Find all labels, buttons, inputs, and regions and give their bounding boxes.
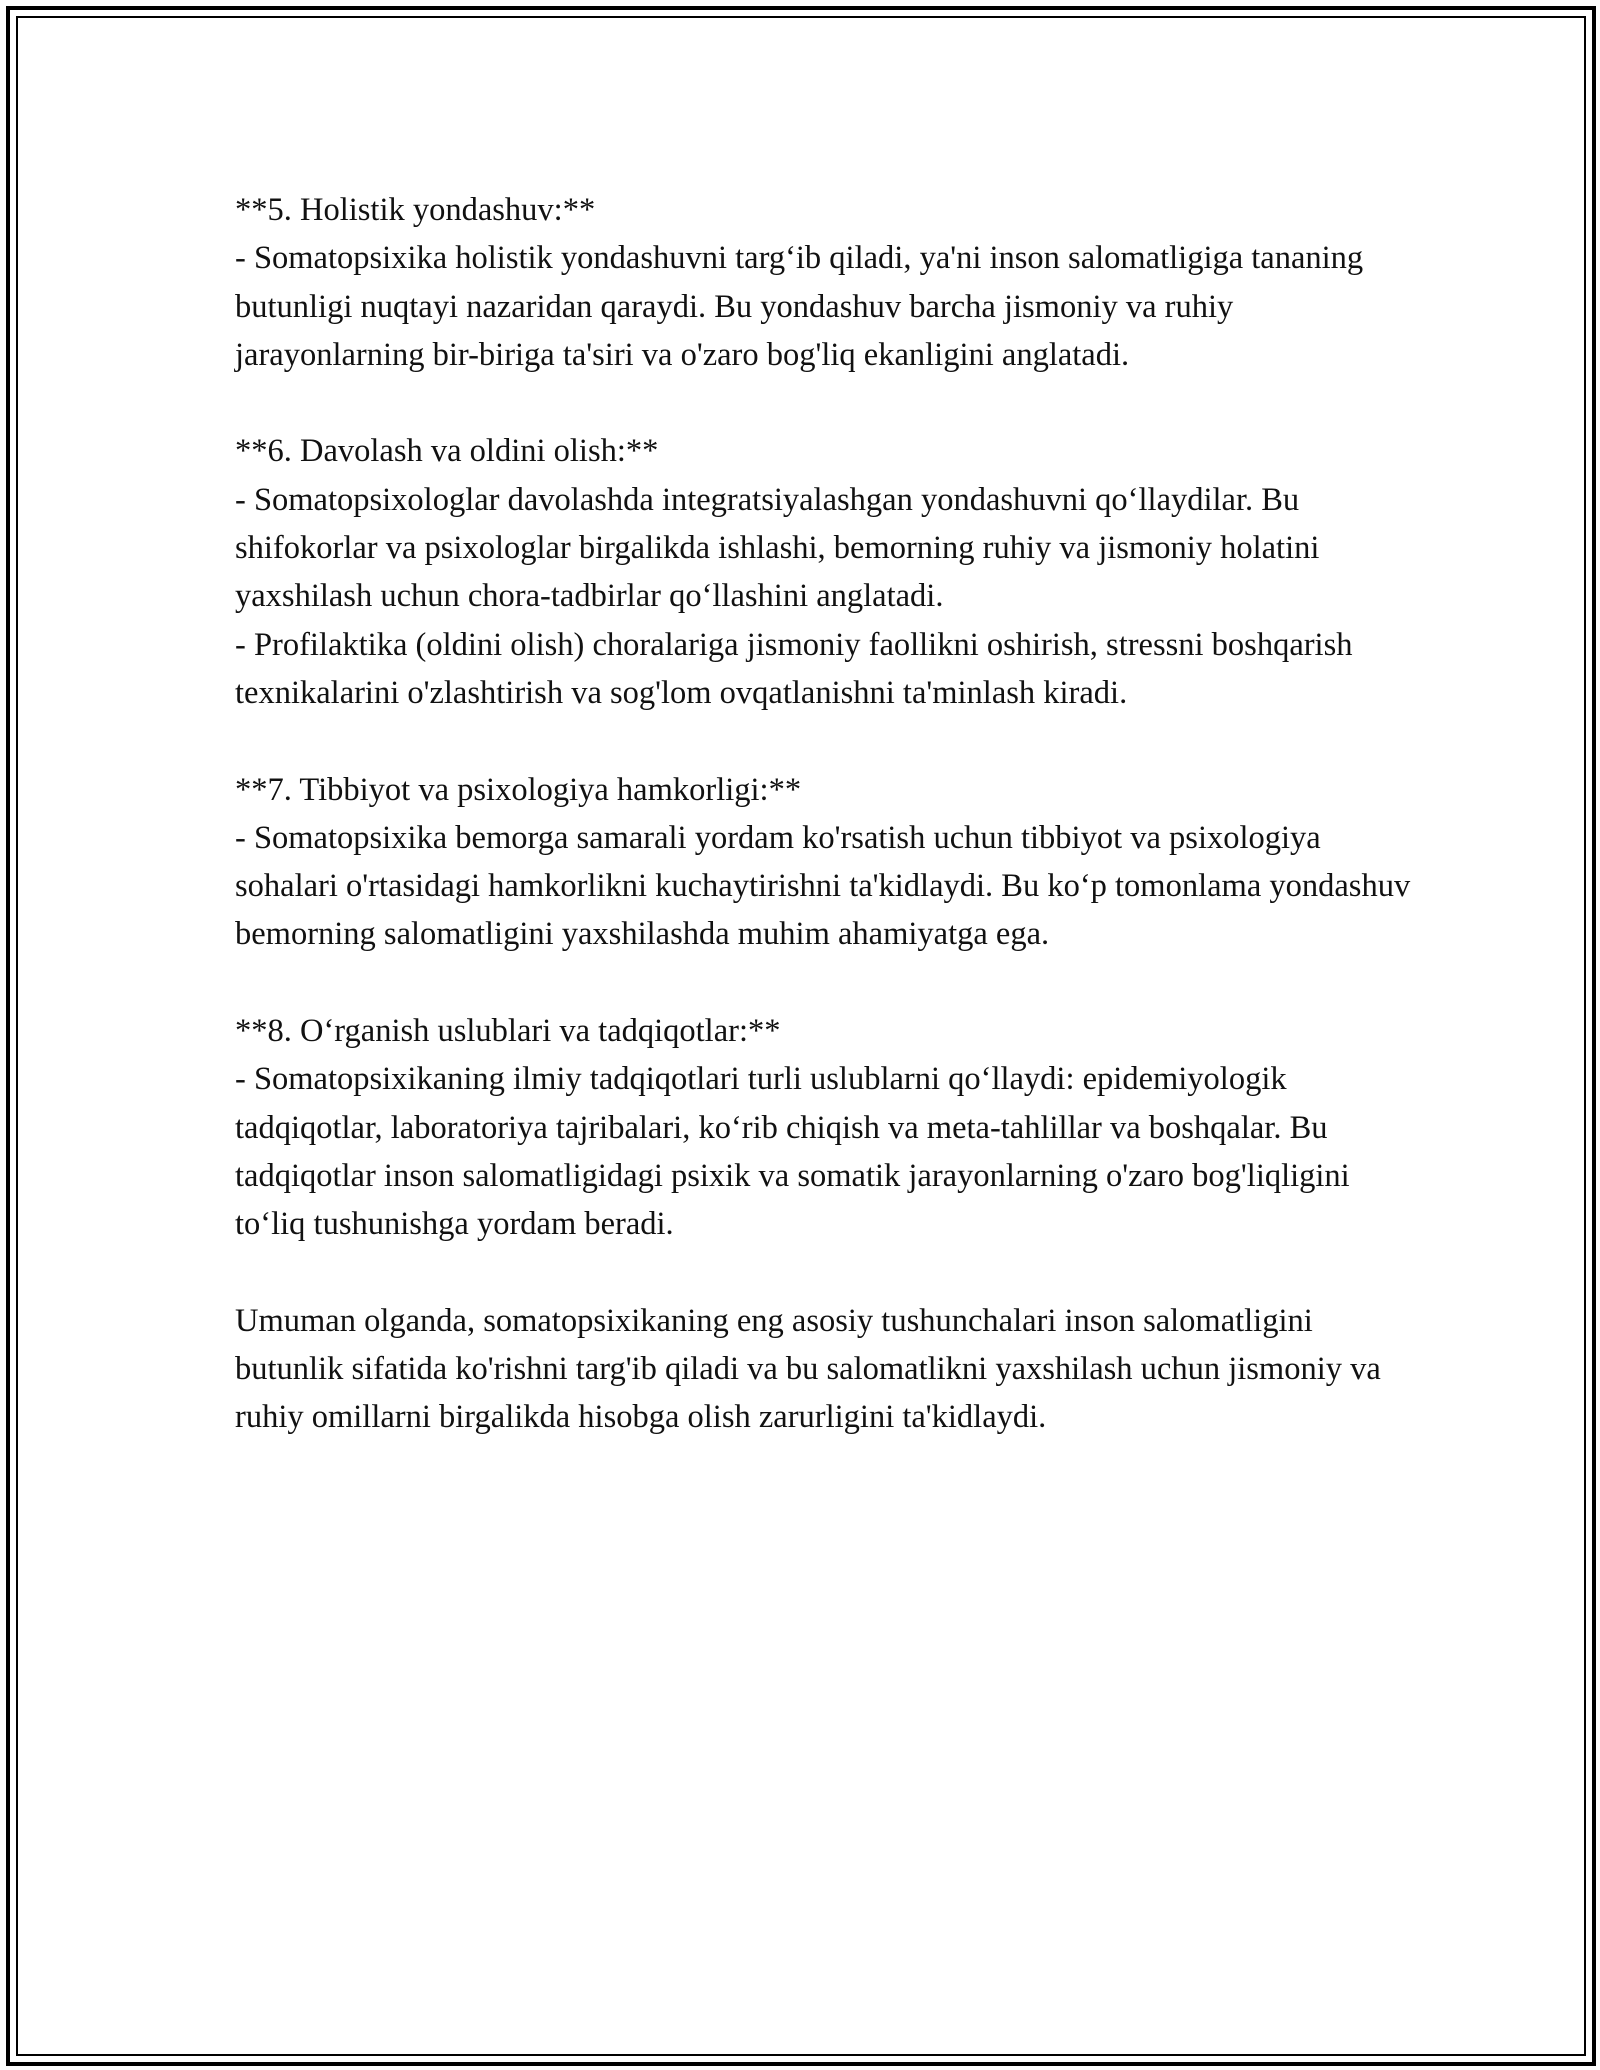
section-bullet: - Somatopsixika bemorga samarali yordam ko'rsatish uchun tibbiyot va psixologiya sohalari o'rtasidagi hamkorlikni kuchaytirishni ta'kidlaydi. Bu ko‘p tomonlama yondashuv bemorning salomatligini yaxshilashda muhim ahamiyatga ega.: [235, 819, 1411, 953]
section-holistic: [235, 186, 1415, 379]
document-body: [235, 186, 1415, 1442]
section-treatment: [235, 427, 1415, 717]
section-heading: **7. Tibbiyot va psixologiya hamkorligi:**: [235, 771, 802, 808]
conclusion-paragraph: [235, 1297, 1415, 1442]
conclusion-text: Umuman olganda, somatopsixikaning eng asosiy tushunchalari inson salomatligini butunlik sifatida ko'rishni targ'ib qiladi va bu salomatlikni yaxshilash uchun jismoniy va ruhiy omillarni birgalikda hisobga olish zarurligini ta'kidlaydi.: [235, 1302, 1381, 1436]
section-collaboration: [235, 766, 1415, 959]
section-bullet: - Somatopsixologlar davolashda integratsiyalashgan yondashuvni qo‘llaydilar. Bu shifokorlar va psixologlar birgalikda ishlashi, bemorning ruhiy va jismoniy holatini yaxshilash uchun chora-tadbirlar qo‘llashini anglatadi.: [235, 481, 1320, 615]
section-bullet: - Profilaktika (oldini olish) choralariga jismoniy faollikni oshirish, stressni boshqarish texnikalarini o'zlashtirish va sog'lom ovqatlanishni ta'minlash kiradi.: [235, 626, 1353, 711]
section-heading: **5. Holistik yondashuv:**: [235, 192, 596, 228]
section-bullet: - Somatopsixikaning ilmiy tadqiqotlari turli uslublarni qo‘llaydi: epidemiyologik tadqiqotlar, laboratoriya tajribalari, ko‘rib chiqish va meta-tahlillar va boshqalar. Bu tadqiqotlar inson salomatligidagi psixik va somatik jarayonlarning o'zaro bog'liqligini to‘liq tushunishga yordam beradi.: [235, 1061, 1350, 1243]
section-heading: **6. Davolash va oldini olish:**: [235, 433, 659, 470]
section-heading: **8. O‘rganish uslublari va tadqiqotlar:**: [235, 1013, 781, 1050]
section-bullet: - Somatopsixika holistik yondashuvni targ‘ib qiladi, ya'ni inson salomatligiga tananing butunligi nuqtayi nazaridan qaraydi. Bu yondashuv barcha jismoniy va ruhiy jarayonlarning bir-biriga ta'siri va o'zaro bog'liq ekanligini anglatadi.: [235, 240, 1364, 373]
section-research: [235, 1007, 1415, 1248]
